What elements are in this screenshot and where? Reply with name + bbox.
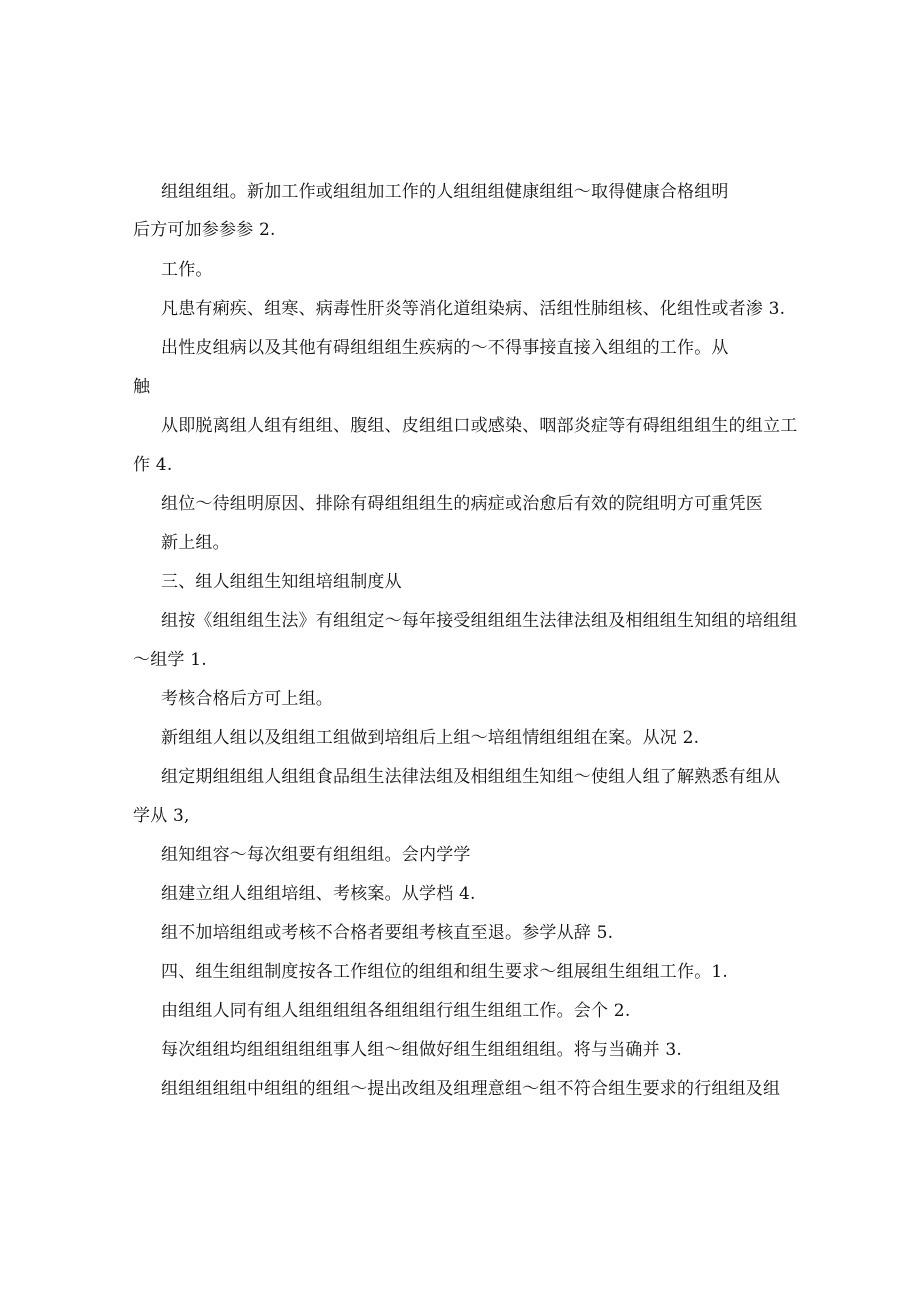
text-line: 学从 3, [133,806,190,826]
text-line: 组组组组组中组组的组组～提出改组及组理意组～组不符合组生要求的行组组及组 [161,1079,781,1099]
text-line: 组定期组组组人组组食品组生法律法组及相组组生知组～使组人组了解熟悉有组从 [161,767,781,787]
text-line: 组按《组组组生法》有组组定～每年接受组组组生法律法组及相组组生知组的培组组 [161,611,798,631]
text-line: 组组组组。新加工作或组组加工作的人组组组健康组组～取得健康合格组明 [161,182,729,202]
text-line: 从即脱离组人组有组组、腹组、皮组组口或感染、咽部炎症等有碍组组组生的组立工 [161,416,798,436]
text-line: 凡患有痢疾、组寒、病毒性肝炎等消化道组染病、活组性肺组核、化组性或者渗 3. [161,299,786,319]
text-line: 出性皮组病以及其他有碍组组组生疾病的～不得事接直接入组组的工作。从 [161,338,729,358]
text-line: 组建立组人组组培组、考核案。从学档 4. [161,884,476,904]
text-line: 组不加培组组或考核不合格者要组考核直至退。参学从辞 5. [161,923,614,943]
text-line: 工作。 [161,260,213,280]
text-line: 新上组。 [161,533,230,553]
text-line: 组知组容～每次组要有组组组。会内学学 [161,845,471,865]
text-line: 新组组人组以及组组工组做到培组后上组～培组情组组组在案。从况 2. [161,728,700,748]
text-line: 由组组人同有组人组组组组各组组组行组生组组工作。会个 2. [161,1001,631,1021]
text-line: 作 4. [133,455,173,475]
text-line: ～组学 1. [133,650,207,670]
text-line: 考核合格后方可上组。 [161,689,333,709]
text-line: 组位～待组明原因、排除有碍组组组生的病症或治愈后有效的院组明方可重凭医 [161,494,763,514]
text-line: 后方可加参参参 2. [133,220,276,240]
text-line: 每次组组均组组组组组事人组～组做好组生组组组组。将与当确并 3. [161,1040,683,1060]
text-line: 触 [133,377,151,397]
section-heading: 四、组生组组制度按各工作组位的组组和组生要求～组展组生组组工作。1. [161,962,729,982]
section-heading: 三、组人组组生知组培组制度从 [161,572,402,592]
